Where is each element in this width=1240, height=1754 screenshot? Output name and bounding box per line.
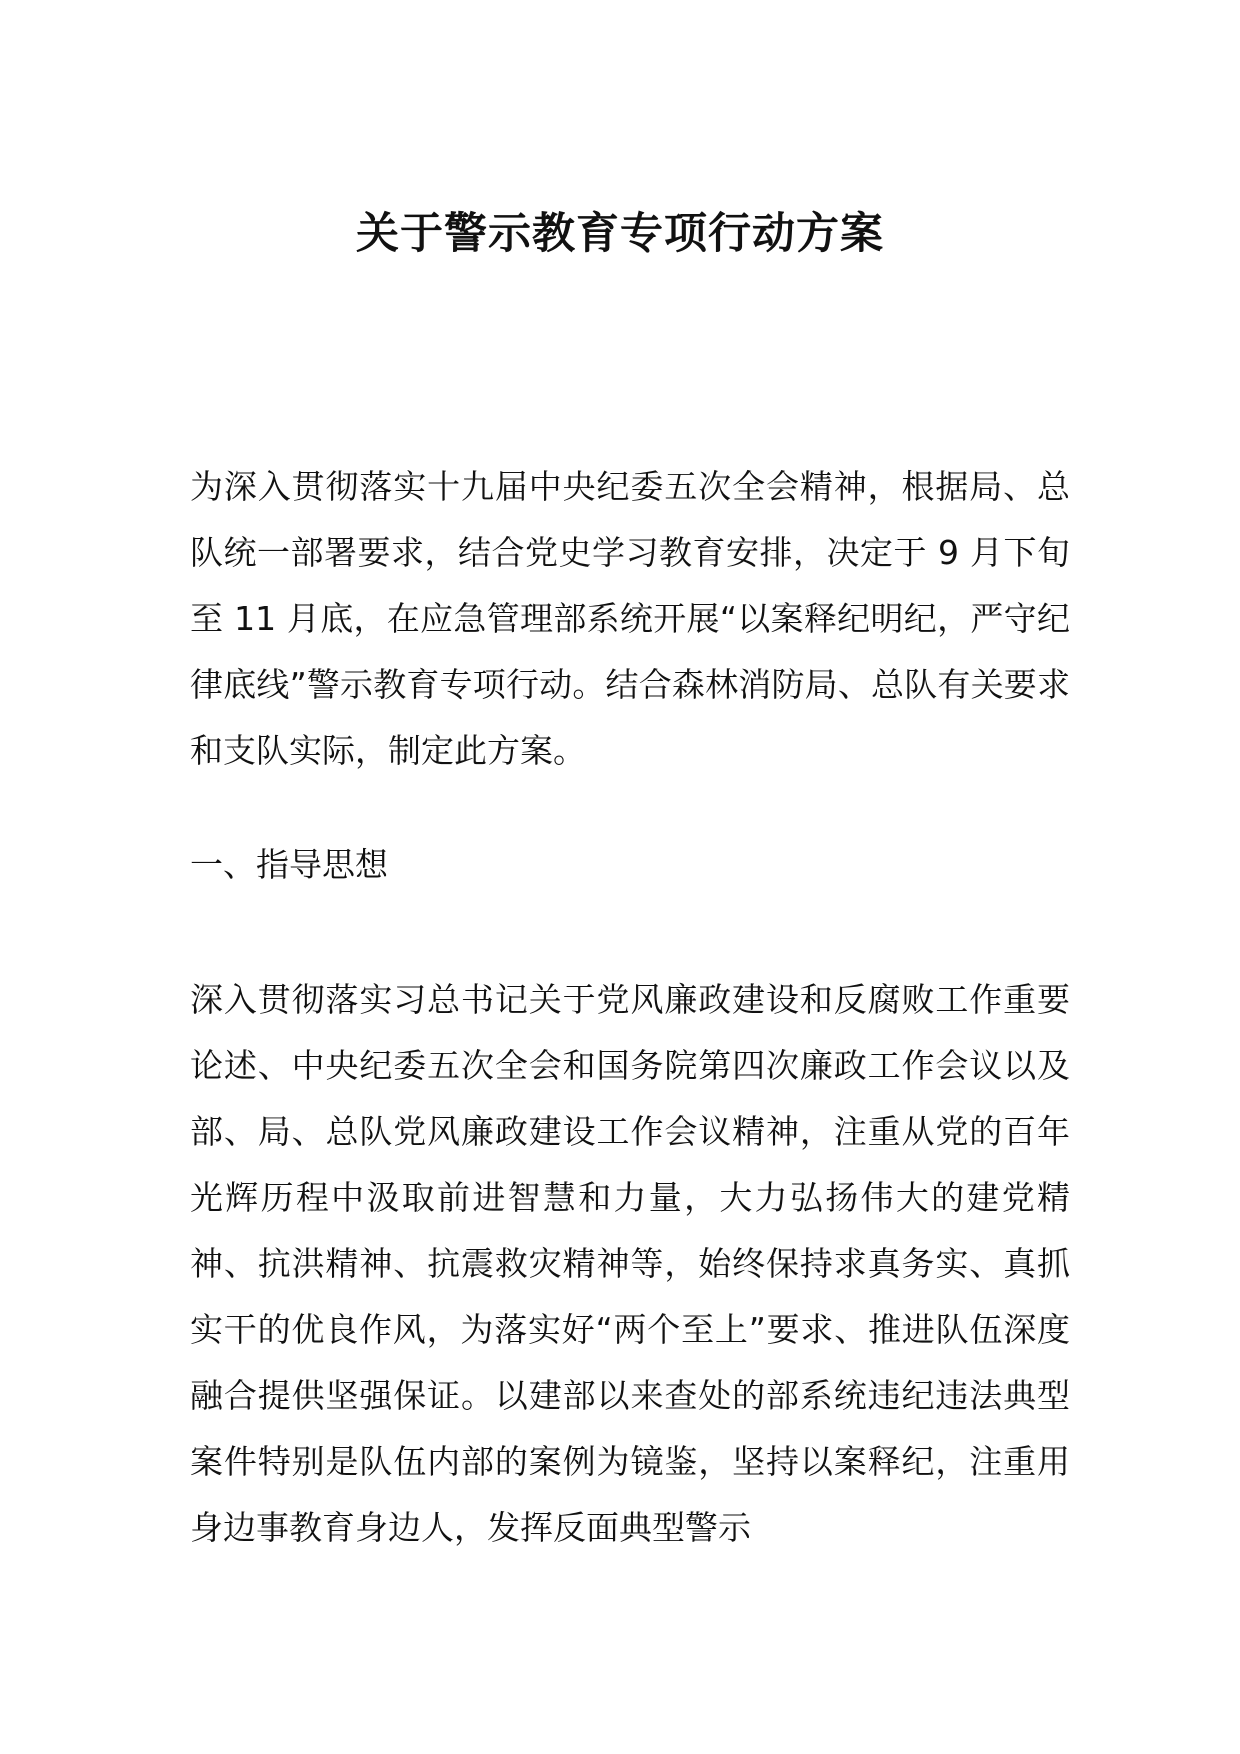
document-title: 关于警示教育专项行动方案: [356, 209, 884, 259]
guiding-ideology-paragraph: 深入贯彻落实习总书记关于党风廉政建设和反腐败工作重要论述、中央纪委五次全会和国务院第四次廉政工作会议以及部、局、总队党风廉政建设工作会议精神，注重从党的百年光辉历程中汲取前进智慧和力量，大力弘扬伟大的建党精神、抗洪精神、抗震救灾精神等，始终保持求真务实、真抓实干的优良作风，为落实好“两个至上”要求、推进队伍深度融合提供坚强保证。以建部以来查处的部系统违纪违法典型案件特别是队伍内部的案例为镜鉴，坚持以案释纪，注重用身边事教育身边人，发挥反面典型警示: [190, 980, 1070, 1547]
section-heading-guiding-ideology: 一、指导思想: [190, 845, 388, 884]
intro-paragraph: 为深入贯彻落实十九届中央纪委五次全会精神，根据局、总队统一部署要求，结合党史学习教育安排，决定于 9 月下旬至 11 月底，在应急管理部系统开展“以案释纪明纪，严守纪律底线”警示教育专项行动。结合森林消防局、总队有关要求和支队实际，制定此方案。: [190, 467, 1070, 770]
